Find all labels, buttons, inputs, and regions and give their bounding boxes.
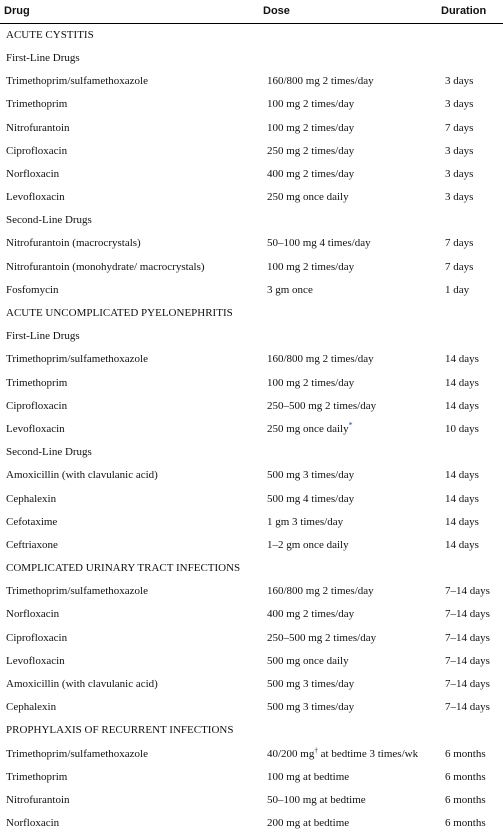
dose-cell	[261, 186, 439, 209]
drug-cell: Trimethoprim/sulfamethoxazole	[6, 353, 148, 366]
dose-cell	[261, 348, 439, 371]
dose-cell	[261, 116, 439, 139]
table-header	[0, 0, 503, 23]
dose-text: 40/200 mg	[267, 747, 315, 760]
dose-text: 100 mg at bedtime	[267, 770, 350, 783]
drug-cell: Trimethoprim	[6, 98, 68, 111]
dose-text: 1 gm 3 times/day	[267, 515, 344, 528]
drug-cell: Norfloxacin	[6, 167, 60, 180]
drug-column-header: Drug	[0, 0, 261, 23]
dose-cell	[261, 487, 439, 510]
dose-text: 1–2 gm once daily	[267, 538, 349, 551]
duration-cell: 14 days	[445, 399, 479, 412]
dose-text: 250–500 mg 2 times/day	[267, 631, 377, 644]
dose-text: 100 mg 2 times/day	[267, 376, 355, 389]
table-row	[0, 765, 503, 788]
dose-text: 250–500 mg 2 times/day	[267, 399, 377, 412]
drug-cell: Ciprofloxacin	[6, 631, 68, 644]
dose-cell	[261, 765, 439, 788]
dose-text: 160/800 mg 2 times/day	[267, 585, 374, 598]
dose-cell	[261, 232, 439, 255]
blank-cell	[261, 719, 503, 742]
subsection-heading-row	[0, 209, 503, 232]
dose-text: 160/800 mg 2 times/day	[267, 75, 374, 88]
dose-cell	[261, 93, 439, 116]
subsection-heading: First-Line Drugs	[6, 51, 80, 64]
table-row	[0, 116, 503, 139]
dose-text: 500 mg 3 times/day	[267, 701, 355, 714]
duration-cell: 1 day	[445, 283, 470, 296]
duration-cell: 14 days	[445, 538, 479, 551]
drug-cell: Ciprofloxacin	[6, 144, 68, 157]
dose-cell	[261, 278, 439, 301]
drug-cell: Levofloxacin	[6, 654, 65, 667]
table-row	[0, 232, 503, 255]
dose-text: 500 mg once daily	[267, 654, 349, 667]
dose-cell	[261, 580, 439, 603]
table-row	[0, 464, 503, 487]
duration-cell: 6 months	[445, 770, 486, 783]
drug-cell: Trimethoprim/sulfamethoxazole	[6, 747, 148, 760]
drug-cell: Norfloxacin	[6, 817, 60, 830]
dose-cell	[261, 417, 439, 440]
section-heading: COMPLICATED URINARY TRACT INFECTIONS	[6, 562, 241, 575]
drug-cell: Levofloxacin	[6, 422, 65, 435]
header-row	[0, 0, 503, 23]
subsection-heading: Second-Line Drugs	[6, 446, 92, 459]
table-row	[0, 186, 503, 209]
drug-cell: Amoxicillin (with clavulanic acid)	[6, 469, 158, 482]
section-heading: ACUTE UNCOMPLICATED PYELONEPHRITIS	[6, 307, 233, 320]
dose-cell	[261, 696, 439, 719]
dose-cell	[261, 394, 439, 417]
dose-text: 50–100 mg at bedtime	[267, 793, 366, 806]
duration-cell: 7–14 days	[445, 701, 490, 714]
dose-cell	[261, 788, 439, 811]
dose-text-continued: at bedtime 3 times/wk	[317, 747, 419, 760]
subsection-heading-row	[0, 46, 503, 69]
table-row	[0, 278, 503, 301]
dose-text: 200 mg at bedtime	[267, 817, 350, 830]
table-row	[0, 812, 503, 835]
dose-text: 500 mg 3 times/day	[267, 469, 355, 482]
table-row	[0, 417, 503, 440]
drug-cell: Cephalexin	[6, 492, 57, 505]
drug-cell: Fosfomycin	[6, 283, 59, 296]
duration-cell: 10 days	[445, 422, 479, 435]
dose-text: 3 gm once	[267, 283, 313, 296]
dose-cell	[261, 812, 439, 835]
table-row	[0, 533, 503, 556]
table-row	[0, 672, 503, 695]
dose-cell	[261, 742, 439, 765]
table-row	[0, 603, 503, 626]
table-row	[0, 139, 503, 162]
dose-cell	[261, 464, 439, 487]
drug-cell: Norfloxacin	[6, 608, 60, 621]
dose-cell	[261, 139, 439, 162]
duration-cell: 3 days	[445, 191, 474, 204]
drug-cell: Trimethoprim	[6, 376, 68, 389]
blank-cell	[261, 301, 503, 324]
dose-cell	[261, 371, 439, 394]
dose-text: 250 mg once daily	[267, 422, 349, 435]
duration-cell: 3 days	[445, 98, 474, 111]
table-row	[0, 394, 503, 417]
dagger-footnote-mark: †	[314, 745, 318, 754]
dose-text: 50–100 mg 4 times/day	[267, 237, 371, 250]
duration-cell: 7–14 days	[445, 608, 490, 621]
table-row	[0, 371, 503, 394]
duration-cell: 6 months	[445, 747, 486, 760]
table-row	[0, 696, 503, 719]
duration-cell: 7–14 days	[445, 678, 490, 691]
table-row	[0, 788, 503, 811]
table-body	[0, 23, 503, 835]
dose-cell	[261, 672, 439, 695]
duration-cell: 14 days	[445, 469, 479, 482]
dose-text: 400 mg 2 times/day	[267, 167, 355, 180]
duration-cell: 7 days	[445, 237, 474, 250]
dose-cell	[261, 162, 439, 185]
drug-cell: Trimethoprim	[6, 770, 68, 783]
drug-cell: Ceftriaxone	[6, 538, 58, 551]
duration-cell: 14 days	[445, 353, 479, 366]
table-row	[0, 742, 503, 765]
subsection-heading-row	[0, 325, 503, 348]
duration-cell: 6 months	[445, 793, 486, 806]
dose-column-header: Dose	[261, 0, 439, 23]
drug-cell: Amoxicillin (with clavulanic acid)	[6, 678, 158, 691]
dose-text: 500 mg 4 times/day	[267, 492, 355, 505]
table-row	[0, 626, 503, 649]
dose-text: 100 mg 2 times/day	[267, 260, 355, 273]
duration-cell: 14 days	[445, 492, 479, 505]
dose-cell	[261, 649, 439, 672]
table-row	[0, 70, 503, 93]
asterisk-footnote-link[interactable]: *	[348, 420, 353, 430]
drug-cell: Nitrofurantoin	[6, 793, 70, 806]
dose-cell	[261, 510, 439, 533]
dose-text: 400 mg 2 times/day	[267, 608, 355, 621]
table-row	[0, 510, 503, 533]
drug-cell: Trimethoprim/sulfamethoxazole	[6, 75, 148, 88]
duration-cell: 7 days	[445, 121, 474, 134]
dose-cell	[261, 603, 439, 626]
table-row	[0, 255, 503, 278]
table-row	[0, 162, 503, 185]
drug-cell: Nitrofurantoin (macrocrystals)	[6, 237, 141, 250]
table-row	[0, 487, 503, 510]
section-heading-row	[0, 557, 503, 580]
dose-cell	[261, 533, 439, 556]
dose-text: 100 mg 2 times/day	[267, 98, 355, 111]
blank-cell	[261, 557, 503, 580]
section-heading-row	[0, 719, 503, 742]
table-row	[0, 649, 503, 672]
drug-cell: Ciprofloxacin	[6, 399, 68, 412]
dose-text: 250 mg once daily	[267, 191, 349, 204]
section-heading: PROPHYLAXIS OF RECURRENT INFECTIONS	[6, 724, 234, 737]
drug-cell: Cephalexin	[6, 701, 57, 714]
duration-cell: 14 days	[445, 515, 479, 528]
duration-cell: 3 days	[445, 167, 474, 180]
subsection-heading-row	[0, 441, 503, 464]
duration-cell: 3 days	[445, 144, 474, 157]
drug-cell: Trimethoprim/sulfamethoxazole	[6, 585, 148, 598]
dose-text: 160/800 mg 2 times/day	[267, 353, 374, 366]
section-heading: ACUTE CYSTITIS	[6, 29, 94, 42]
drug-cell: Cefotaxime	[6, 515, 58, 528]
section-heading-row	[0, 23, 503, 46]
section-heading-row	[0, 301, 503, 324]
subsection-heading: Second-Line Drugs	[6, 214, 92, 227]
duration-column-header: Duration	[439, 0, 503, 23]
duration-cell: 7 days	[445, 260, 474, 273]
table-row	[0, 93, 503, 116]
dose-text: 250 mg 2 times/day	[267, 144, 355, 157]
dose-cell	[261, 626, 439, 649]
duration-cell: 7–14 days	[445, 654, 490, 667]
duration-cell: 7–14 days	[445, 631, 490, 644]
drug-cell: Nitrofurantoin	[6, 121, 70, 134]
dose-text: 500 mg 3 times/day	[267, 678, 355, 691]
duration-cell: 7–14 days	[445, 585, 490, 598]
table-row	[0, 348, 503, 371]
drug-cell: Levofloxacin	[6, 191, 65, 204]
table-row	[0, 580, 503, 603]
duration-cell: 6 months	[445, 817, 486, 830]
duration-cell: 14 days	[445, 376, 479, 389]
subsection-heading: First-Line Drugs	[6, 330, 80, 343]
dose-text: 100 mg 2 times/day	[267, 121, 355, 134]
duration-cell: 3 days	[445, 75, 474, 88]
dose-cell	[261, 255, 439, 278]
blank-cell	[261, 23, 503, 46]
dose-cell	[261, 70, 439, 93]
drug-cell: Nitrofurantoin (monohydrate/ macrocrystals)	[6, 260, 205, 273]
